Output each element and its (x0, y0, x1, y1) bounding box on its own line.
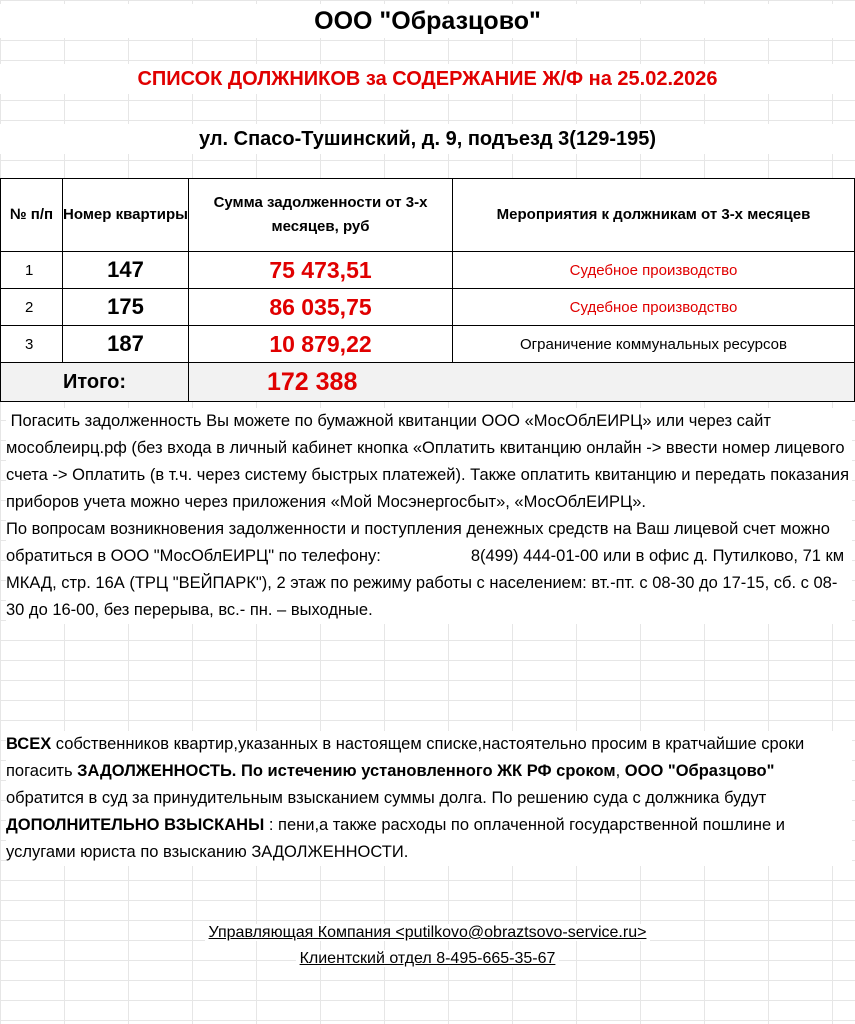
apartment-number: 175 (63, 289, 189, 326)
column-header-number: № п/п (1, 179, 63, 252)
apartment-number: 187 (63, 326, 189, 363)
debtors-list-title: СПИСОК ДОЛЖНИКОВ за СОДЕРЖАНИЕ Ж/Ф на 25.02.2026 (0, 64, 855, 94)
row-number: 3 (1, 326, 63, 363)
management-company-contact: Управляющая Компания <putilkovo@obraztsovo-service.ru> (0, 921, 855, 945)
column-header-debt-sum: Сумма задолженности от 3-х месяцев, руб (189, 179, 453, 252)
contact-phone: 8(499) 444-01-00 (470, 547, 599, 565)
total-row (1, 363, 855, 402)
payment-info (6, 408, 852, 624)
address-line: ул. Спасо-Тушинский, д. 9, подъезд 3(129-195) (0, 124, 855, 154)
debt-sum: 75 473,51 (189, 252, 453, 289)
notice-text: ВСЕХ собственников квартир,указанных в настоящем списке,настоятельно просим в кратчайшие сроки погасить ЗАДОЛЖЕННОСТЬ. По истечению установленного ЖК РФ сроком, ООО "Образцово" обратится в суд за принудительным взысканием суммы долга. По решению суда с должника будут ДОПОЛНИТЕЛЬНО ВЗЫСКАНЫ : пени,а также расходы по оплаченной государственной пошлине и услугами юриста по взысканию ЗАДОЛЖЕННОСТИ. (6, 735, 805, 861)
row-number: 2 (1, 289, 63, 326)
table-row (1, 326, 855, 363)
apartment-number: 147 (63, 252, 189, 289)
column-header-actions: Мероприятия к должникам от 3-х месяцев (453, 179, 855, 252)
debtor-action: Ограничение коммунальных ресурсов (453, 326, 855, 363)
debtor-action: Судебное производство (453, 289, 855, 326)
payment-instructions: Погасить задолженность Вы можете по бумажной квитанции ООО «МосОблЕИРЦ» или через сайт мособлеирц.рф (без входа в личный кабинет кнопка «Оплатить квитанцию онлайн -> ввести номер лицевого счета -> Оплатить (в т.ч. через систему быстрых платежей). Также оплатить квитанцию и передать показания приборов учета можно через приложения «Мой Мосэнергосбыт», «МосОблЕИРЦ». (6, 412, 849, 511)
total-value: 172 388 (189, 363, 855, 402)
debt-sum: 86 035,75 (189, 289, 453, 326)
column-header-apartment: Номер квартиры (63, 179, 189, 252)
company-title: ООО "Образцово" (0, 4, 855, 38)
table-row (1, 252, 855, 289)
debt-notice (6, 731, 852, 866)
table-header-row (1, 179, 855, 252)
debtors-table (0, 178, 855, 402)
contact-info: По вопросам возникновения задолженности и поступления денежных средств на Ваш лицевой счет можно обратиться в ООО "МосОблЕИРЦ" по телефону: 8(499) 444-01-00 или в офис д. Путилково, 71 км МКАД, стр. 16А (ТРЦ "ВЕЙПАРК"), 2 этаж по режиму работы с населением: вт.-пт. с 08-30 до 17-15, сб. с 08-30 до 16-00, без перерыва, вс.- пн. – выходные. (6, 520, 845, 619)
debtor-action: Судебное производство (453, 252, 855, 289)
table-row (1, 289, 855, 326)
client-department-contact: Клиентский отдел 8-495-665-35-67 (0, 947, 855, 971)
total-label: Итого: (1, 363, 189, 402)
row-number: 1 (1, 252, 63, 289)
debt-sum: 10 879,22 (189, 326, 453, 363)
